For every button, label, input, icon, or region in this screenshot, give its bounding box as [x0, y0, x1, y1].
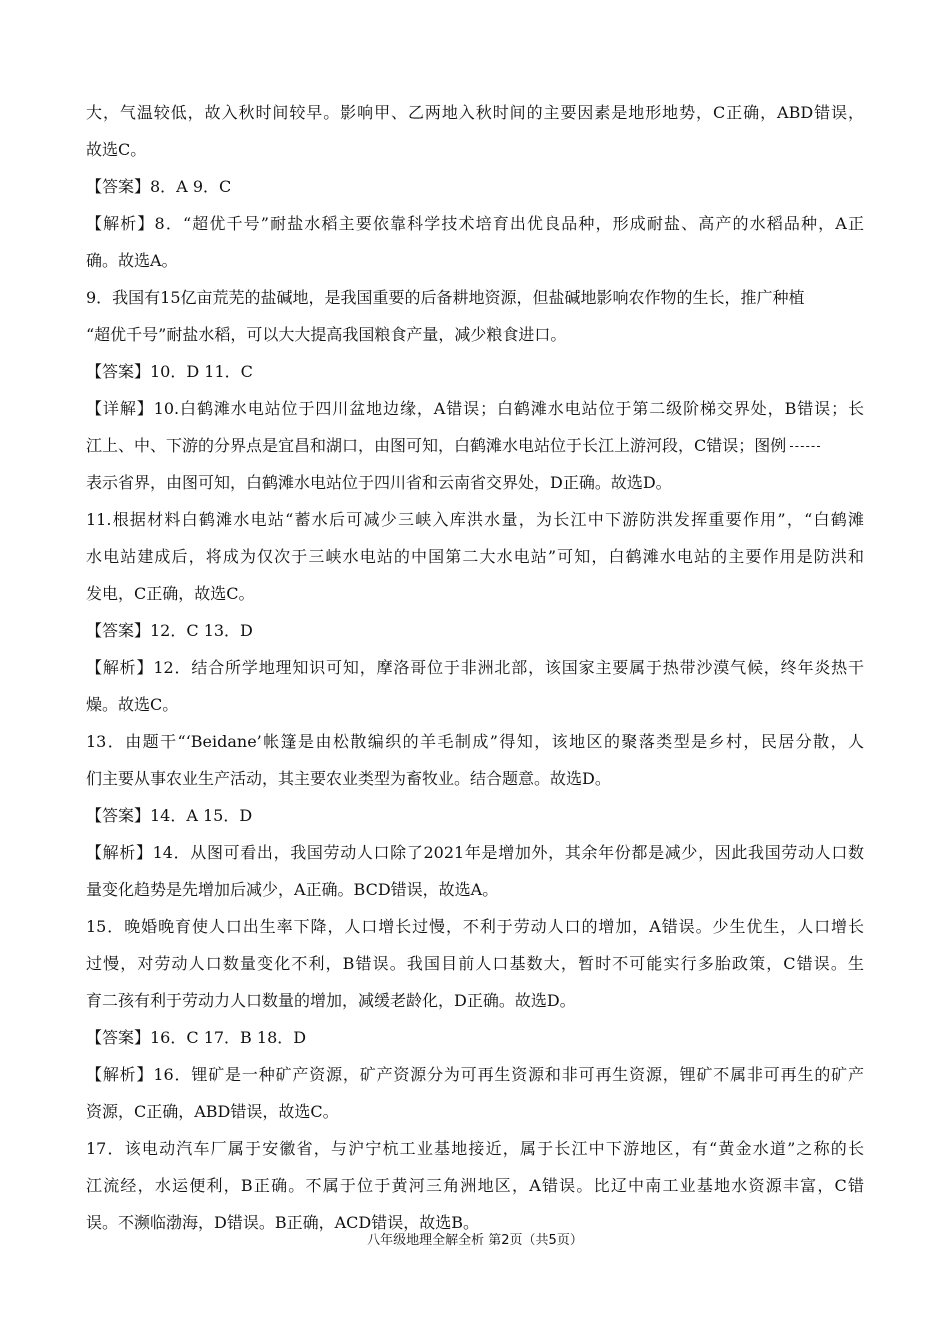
line-text: 17．该电动汽车厂属于安徽省，与沪宁杭工业基地接近，属于长江中下游地区，有“黄金水道”之称的长	[86, 1139, 864, 1158]
line-text: 【解析】12．结合所学地理知识可知，摩洛哥位于非洲北部，该国家主要属于热带沙漠气候，终年炎热干	[86, 658, 864, 677]
answer-explanations	[86, 94, 864, 1241]
line-text: 表示省界，由图可知，白鹤滩水电站位于四川省和云南省交界处，D正确。故选D。	[86, 473, 672, 492]
text-line	[86, 834, 864, 871]
line-text: 江上、中、下游的分界点是宜昌和湖口，由图可知，白鹤滩水电站位于长江上游河段，C错误；图例	[86, 436, 787, 455]
line-text: 15．晚婚晚育使人口出生率下降，人口增长过慢，不利于劳动人口的增加，A错误。少生优生，人口增长	[86, 917, 864, 936]
text-line	[86, 686, 864, 723]
text-line	[86, 1056, 864, 1093]
text-line	[86, 205, 864, 242]
text-line	[86, 353, 864, 390]
line-text: 11.根据材料白鹤滩水电站“蓄水后可减少三峡入库洪水量，为长江中下游防洪发挥重要作用”，“白鹤滩	[86, 510, 864, 529]
line-text: 大，气温较低，故入秋时间较早。影响甲、乙两地入秋时间的主要因素是地形地势，C正确，ABD错误，	[86, 103, 864, 122]
text-line	[86, 760, 864, 797]
line-text: 确。故选A。	[86, 251, 178, 270]
text-line	[86, 982, 864, 1019]
text-line	[86, 242, 864, 279]
line-text: 【解析】16．锂矿是一种矿产资源，矿产资源分为可再生资源和非可再生资源，锂矿不属非可再生的矿产	[86, 1065, 864, 1084]
line-text: 量变化趋势是先增加后减少，A正确。BCD错误，故选A。	[86, 880, 499, 899]
text-line	[86, 1167, 864, 1204]
text-line	[86, 575, 864, 612]
line-text: 燥。故选C。	[86, 695, 179, 714]
line-text: 江流经，水运便利，B正确。不属于位于黄河三角洲地区，A错误。比辽中南工业基地水资源丰富，C错	[86, 1176, 864, 1195]
line-text: 【详解】10.白鹤滩水电站位于四川盆地边缘，A错误；白鹤滩水电站位于第二级阶梯交界处，B错误；长	[86, 399, 864, 418]
text-line	[86, 316, 864, 353]
text-line	[86, 538, 864, 575]
line-text: 育二孩有利于劳动力人口数量的增加，减缓老龄化，D正确。故选D。	[86, 991, 576, 1010]
text-line	[86, 1019, 864, 1056]
line-text: 9．我国有15亿亩荒芜的盐碱地，是我国重要的后备耕地资源，但盐碱地影响农作物的生长，推广种植	[86, 288, 805, 307]
text-line	[86, 94, 864, 131]
line-text: 故选C。	[86, 140, 147, 159]
line-text: “超优千号”耐盐水稻，可以大大提高我国粮食产量，减少粮食进口。	[86, 325, 567, 344]
line-text: 资源，C正确，ABD错误，故选C。	[86, 1102, 339, 1121]
text-line	[86, 131, 864, 168]
text-line	[86, 279, 864, 316]
text-line	[86, 871, 864, 908]
text-line	[86, 908, 864, 945]
text-line	[86, 1093, 864, 1130]
text-line	[86, 390, 864, 427]
province-border-legend-icon	[790, 446, 820, 447]
text-line	[86, 427, 864, 464]
line-text: 【答案】16．C 17．B 18．D	[86, 1028, 307, 1047]
text-line	[86, 945, 864, 982]
text-line	[86, 649, 864, 686]
line-text: 【解析】14．从图可看出，我国劳动人口除了2021年是增加外，其余年份都是减少，因此我国劳动人口数	[86, 843, 864, 862]
line-text: 【答案】12．C 13．D	[86, 621, 253, 640]
line-text: 发电，C正确，故选C。	[86, 584, 255, 603]
page-footer: 八年级地理全解全析 第2页（共5页）	[367, 1233, 583, 1248]
line-text: 水电站建成后，将成为仅次于三峡水电站的中国第二大水电站”可知，白鹤滩水电站的主要作用是防洪和	[86, 547, 864, 566]
line-text: 【答案】14．A 15．D	[86, 806, 253, 825]
text-line	[86, 612, 864, 649]
line-text: 误。不濒临渤海，D错误。B正确，ACD错误，故选B。	[86, 1213, 479, 1232]
line-text: 【答案】8．A 9．C	[86, 177, 232, 196]
line-text: 们主要从事农业生产活动，其主要农业类型为畜牧业。结合题意。故选D。	[86, 769, 611, 788]
text-line	[86, 723, 864, 760]
text-line	[86, 501, 864, 538]
line-text: 【答案】10．D 11．C	[86, 362, 253, 381]
text-line	[86, 1130, 864, 1167]
line-text: 过慢，对劳动人口数量变化不利，B错误。我国目前人口基数大，暂时不可能实行多胎政策，C错误。生	[86, 954, 864, 973]
text-line	[86, 464, 864, 501]
text-line	[86, 797, 864, 834]
text-line	[86, 168, 864, 205]
line-text: 【解析】8．“超优千号”耐盐水稻主要依靠科学技术培育出优良品种，形成耐盐、高产的水稻品种，A正	[86, 214, 864, 233]
line-text: 13．由题干“‘Beidane’帐篷是由松散编织的羊毛制成”得知，该地区的聚落类型是乡村，民居分散，人	[86, 732, 864, 751]
